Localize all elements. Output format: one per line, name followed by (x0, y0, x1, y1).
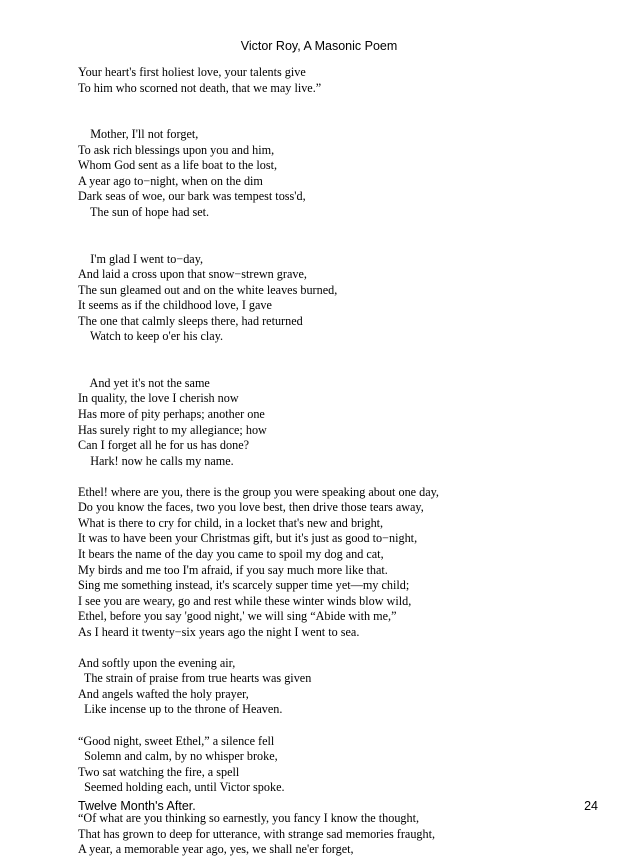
poem-line: The sun of hope had set. (78, 204, 210, 219)
poem-line: It was to have been your Christmas gift, but it's just as good to−night, (78, 531, 418, 546)
poem-line: And softly upon the evening air, (78, 655, 236, 670)
blank-line (78, 112, 598, 128)
poem-line: The one that calmly sleeps there, had returned (78, 313, 303, 328)
poem-line: And yet it's not the same (78, 375, 210, 390)
poem-line: “Good night, sweet Ethel,” a silence fell (78, 733, 275, 748)
poem-line: As I heard it twenty−six years ago the night I went to sea. (78, 624, 360, 639)
poem-line: It bears the name of the day you came to spoil my dog and cat, (78, 546, 384, 561)
poem-line: To ask rich blessings upon you and him, (78, 142, 275, 157)
poem-body (78, 65, 598, 858)
poem-line: Dark seas of woe, our bark was tempest toss'd, (78, 189, 306, 204)
blank-line (78, 220, 598, 236)
page-header-title: Victor Roy, A Masonic Poem (240, 39, 398, 53)
poem-line: I'm glad I went to−day, (78, 251, 204, 266)
poem-line: The sun gleamed out and on the white leaves burned, (78, 282, 338, 297)
footer-section-title: Twelve Month's After. (78, 799, 196, 813)
poem-line: Sing me something instead, it's scarcely supper time yet—my child; (78, 578, 410, 593)
poem-line: Can I forget all he for us has done? (78, 438, 250, 453)
poem-line: Has more of pity perhaps; another one (78, 407, 265, 422)
poem-line: Whom God sent as a life boat to the lost, (78, 158, 278, 173)
poem-line: Hark! now he calls my name. (78, 453, 234, 468)
blank-line (78, 469, 598, 485)
poem-line: That has grown to deep for utterance, with strange sad memories fraught, (78, 826, 436, 841)
poem-line: Two sat watching the fire, a spell (78, 764, 240, 779)
poem-line: Solemn and calm, by no whisper broke, (78, 749, 278, 764)
poem-line: Mother, I'll not forget, (78, 127, 199, 142)
poem-line: What is there to cry for child, in a locket that's new and bright, (78, 515, 384, 530)
poem-line: Ethel! where are you, there is the group you were speaking about one day, (78, 484, 439, 499)
blank-line (78, 718, 598, 734)
poem-line: To him who scorned not death, that we may live.” (78, 80, 322, 95)
poem-line: Seemed holding each, until Victor spoke. (78, 780, 285, 795)
poem-line: A year, a memorable year ago, yes, we shall ne'er forget, (78, 842, 354, 857)
blank-line (78, 236, 598, 252)
poem-line: My birds and me too I'm afraid, if you say much more like that. (78, 562, 388, 577)
poem-line: Ethel, before you say 'good night,' we will sing “Abide with me,” (78, 609, 397, 624)
page-number: 24 (584, 799, 598, 813)
poem-line: I see you are weary, go and rest while these winter winds blow wild, (78, 593, 412, 608)
poem-line: The strain of praise from true hearts was given (78, 671, 312, 686)
poem-line: Has surely right to my allegiance; how (78, 422, 267, 437)
blank-line (78, 640, 598, 656)
poem-line: Your heart's first holiest love, your talents give (78, 65, 306, 79)
poem-line: It seems as if the childhood love, I gave (78, 298, 272, 313)
poem-line: Do you know the faces, two you love best, then drive those tears away, (78, 500, 424, 515)
poem-line: Watch to keep o'er his clay. (78, 329, 224, 344)
blank-line (78, 360, 598, 376)
blank-line (78, 96, 598, 112)
poem-line: Like incense up to the throne of Heaven. (78, 702, 283, 717)
poem-line: In quality, the love I cherish now (78, 391, 239, 406)
poem-line: “Of what are you thinking so earnestly, you fancy I know the thought, (78, 811, 420, 826)
poem-line: And laid a cross upon that snow−strewn grave, (78, 267, 307, 282)
poem-line: A year ago to−night, when on the dim (78, 173, 263, 188)
poem-line: And angels wafted the holy prayer, (78, 686, 249, 701)
blank-line (78, 345, 598, 361)
